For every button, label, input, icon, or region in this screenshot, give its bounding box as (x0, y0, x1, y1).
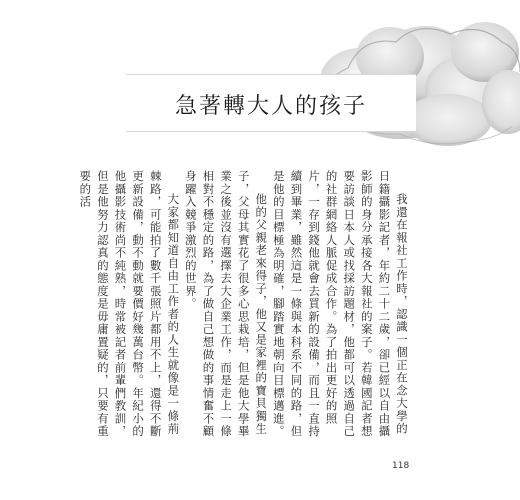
vertical-body-text (78, 170, 410, 442)
chapter-title: 急著轉大人的孩子 (174, 94, 367, 119)
body-paragraph: 大家都知道自由工作者的人生就像是一條荊棘路，可能拍了數千張照片都用不上，還得不斷更新設備，動不動就要價好幾萬台幣。年紀小的他攝影技術尚不純熟，時常被記者前輩們教訓，但是他努力認真的態度是毋庸置疑的，只要有重要的活 (78, 170, 181, 438)
body-paragraph: 我還在報社工作時，認識一個正在念大學的日籍攝影記者，年約二十二歲，卻已經以自由攝影師的身分承接各大報社的案子。若韓國記者想要訪談日本人或找採訪題材，他都可以透過自己的社群網絡人脈促成合作。為了拍出更好的照片，一存到錢他就會去買新的設備，而且一直持續到畢業，雖然這是一條與本科系不同的路，但是他的目標極為明確，腳踏實地朝向目標邁進。 (271, 170, 409, 438)
chapter-title-banner (126, 74, 416, 132)
body-paragraph: 他的父親老來得子，他又是家裡的寶貝獨生子，父母其實花了很多心思栽培，但是他大學畢業之後並沒有選擇去大企業工作，而是走上一條相對不穩定的路，為了做自己想做的事情奮不顧身躍入競爭激烈的世界。 (183, 170, 269, 438)
page-number: 118 (392, 461, 410, 471)
